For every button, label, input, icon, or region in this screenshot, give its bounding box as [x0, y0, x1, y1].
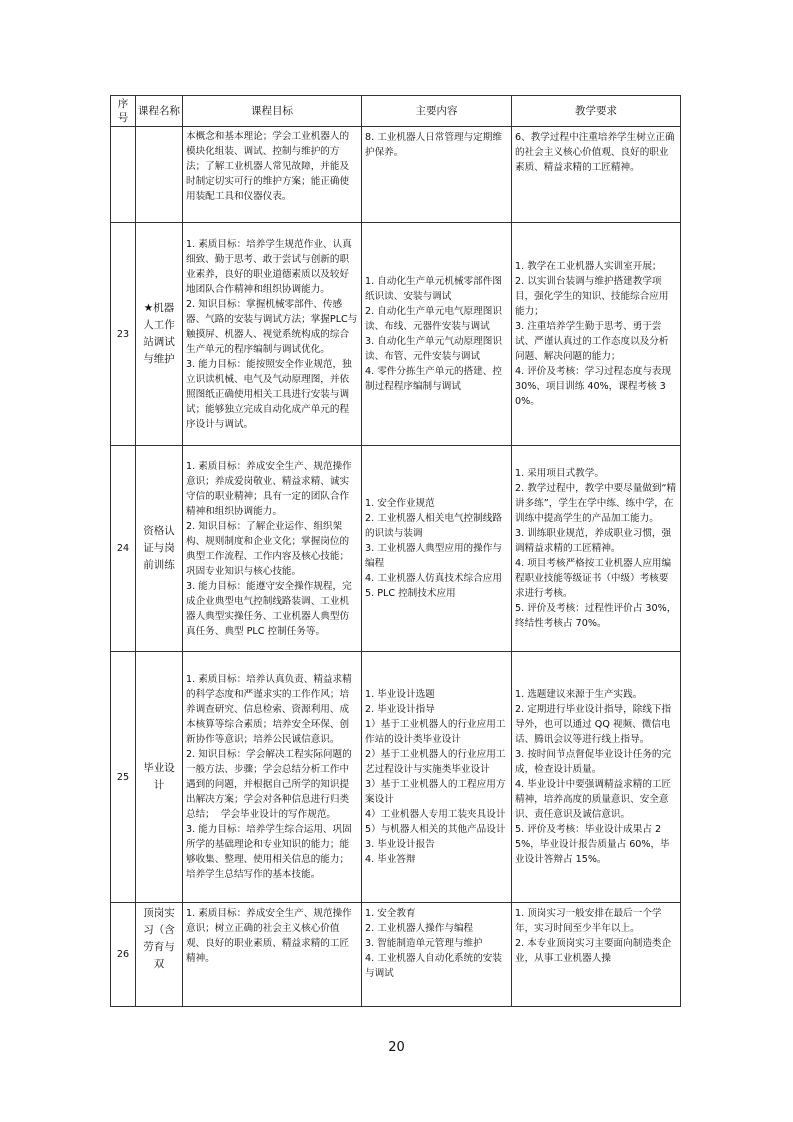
req-item: 2. 本专业顶岗实习主要面向制造类企业，从事工业机器人操	[515, 938, 672, 964]
row-seq: 26	[111, 903, 136, 1007]
goal-item: 1. 素质目标：培养学生规范作业、认真细致、勤于思考、敢于尝试与创新的职业素养，良好的职业道德素质以及较好地团队合作精神和组织协调能力。	[186, 238, 352, 295]
row-teaching-requirement	[512, 446, 681, 652]
goal-item: 1. 素质目标：养成安全生产、规范操作意识；树立正确的社会主义核心价值观、良好的职业素质、精益求精的工匠精神。	[186, 908, 352, 964]
goal-item: 1. 素质目标：培养认真负责、精益求精的科学态度和严谨求实的工作作风；培养调查研究、信息检索、资源利用、成本核算等综合素质；培养安全环保、创新协作等意识；培养公民诚信意识。	[186, 674, 352, 745]
goal-item: 3. 能力目标：能按照安全作业规范，独立识读机械、电气及气动原理图，并依照图纸正确使用相关工具进行安装与调试；能够独立完成自动化成产单元的程序设计与调试。	[186, 358, 352, 430]
row-course-name: 顶岗实习（含劳育与双	[136, 903, 183, 1007]
table-row	[111, 903, 681, 1007]
req-item: 1. 顶岗实习一般安排在最后一个学年，实习时间至少半年以上。	[515, 908, 662, 934]
header-seq: 序号	[111, 96, 136, 127]
row-seq: 24	[111, 446, 136, 652]
content-item: 2. 自动化生产单元电气原理图识读、布线、元器件安装与调试	[365, 306, 502, 332]
row-main-content	[362, 127, 512, 223]
row-main-content	[362, 903, 512, 1007]
table-row	[111, 223, 681, 446]
content-item: 3. 自动化生产单元气动原理图识读、布管、元件安装与调试	[365, 336, 502, 362]
content-item: 1. 毕业设计选题	[365, 689, 435, 700]
row-course-goal	[183, 903, 362, 1007]
content-item: 3. 智能制造单元管理与维护	[365, 938, 483, 949]
req-item: 5. 评价及考核：毕业设计成果占 25%，毕业设计报告质量占 60%，毕业设计答辩占 15%。	[515, 824, 670, 865]
req-item: 1. 采用项目式教学。	[515, 468, 604, 479]
req-item: 2. 定期进行毕业设计指导，除线下指导外，也可以通过 QQ 视频、微信电话、腾讯会议等进行线上指导。	[515, 704, 672, 745]
row-teaching-requirement	[512, 903, 681, 1007]
req-item: 6、教学过程中注重培养学生树立正确的社会主义核心价值观、良好的职业素质、精益求精的工匠精神。	[515, 132, 675, 173]
row-teaching-requirement	[512, 652, 681, 903]
row-course-goal	[183, 223, 362, 446]
row-teaching-requirement	[512, 127, 681, 223]
req-item: 2. 以实训台装调与维护搭建教学项目，强化学生的知识、技能综合应用能力；	[515, 276, 669, 317]
row-seq	[111, 127, 136, 223]
content-item: 5）与机器人相关的其他产品设计	[365, 824, 506, 835]
row-course-name: ★机器人工作站调试与维护	[136, 223, 183, 446]
row-teaching-requirement	[512, 223, 681, 446]
row-course-name	[136, 127, 183, 223]
req-item: 2. 教学过程中，教学中要尽量做到“精讲多练”，学生在学中练、练中学，在训练中提高学生的产品加工能力。	[515, 483, 677, 524]
row-course-goal	[183, 127, 362, 223]
goal-text: 本概念和基本理论；学会工业机器人的模块化组装、调试、控制与维护的方法；了解工业机器人常见故障，并能及时制定切实可行的维护方案；能正确使用装配工具和仪器仪表。	[186, 131, 350, 202]
content-item: 1. 安全作业规范	[365, 498, 435, 509]
row-main-content	[362, 223, 512, 446]
content-item: 2. 工业机器人操作与编程	[365, 923, 474, 934]
content-item: 4）工业机器人专用工装夹具设计	[365, 809, 506, 820]
req-item: 3. 按时间节点督促毕业设计任务的完成，检查设计质量。	[515, 749, 672, 775]
page-number: 20	[388, 1040, 405, 1055]
req-item: 4. 评价及考核：学习过程态度与表现 30%、项目训练 40%，课程考核 30%。	[515, 366, 675, 407]
curriculum-table	[110, 95, 681, 1007]
row-course-name: 资格认证与岗前训练	[136, 446, 183, 652]
content-item: 2. 工业机器人相关电气控制线路的识读与装调	[365, 513, 502, 539]
req-item: 1. 选题建议来源于生产实践。	[515, 689, 643, 700]
content-item: 3. 毕业设计报告	[365, 839, 435, 850]
content-item: 4. 工业机器人自动化系统的安装与调试	[365, 953, 502, 979]
row-main-content	[362, 652, 512, 903]
header-main-content: 主要内容	[362, 96, 512, 127]
goal-item: 2. 知识目标：掌握机械零部件、传感器、气路的安装与调试方法；掌握PLC与触摸屏、机器人、视觉系统构成的综合生产单元的程序编制与调试优化。	[186, 298, 358, 355]
goal-item: 2. 知识目标：学会解决工程实际问题的一般方法、步骤；学会总结分析工作中遇到的问题，并根据自己所学的知识提出解决方案；学会对各种信息进行归类总结； 学会毕业设计的写作规范。	[186, 749, 352, 820]
req-item: 3. 注重培养学生勤于思考、勇于尝试、严谨认真过的工作态度以及分析问题、解决问题的能力；	[515, 321, 669, 362]
content-item: 8. 工业机器人日常管理与定期维护保养。	[365, 132, 502, 158]
header-teaching-requirement: 教学要求	[512, 96, 681, 127]
content-item: 3）基于工业机器人的工程应用方案设计	[365, 779, 506, 805]
content-item: 4. 工业机器人仿真技术综合应用	[365, 573, 502, 584]
row-seq: 25	[111, 652, 136, 903]
content-item: 1. 安全教育	[365, 908, 416, 919]
content-item: 1）基于工业机器人的行业应用工作站的设计类毕业设计	[365, 719, 506, 745]
goal-item: 3. 能力目标：培养学生综合运用、巩固所学的基础理论和专业知识的能力；能够收集、整理、使用相关信息的能力； 培养学生总结写作的基本技能。	[186, 824, 356, 880]
table-row	[111, 127, 681, 223]
req-item: 5. 评价及考核：过程性评价占 30%，终结性考核占 70%。	[515, 603, 677, 629]
goal-item: 3. 能力目标：能遵守安全操作规程，完成企业典型电气控制线路装调、工业机器人典型实操任务、工业机器人典型仿真任务、典型 PLC 控制任务等。	[186, 580, 352, 637]
content-item: 4. 毕业答辩	[365, 854, 416, 865]
content-item: 4. 零件分拣生产单元的搭建、控制过程程序编制与调试	[365, 366, 502, 392]
goal-item: 1. 素质目标：养成安全生产、规范操作意识；养成爱岗敬业、精益求精、诚实守信的职业精神；具有一定的团队合作精神和组织协调能力。	[186, 460, 352, 517]
header-course-goal: 课程目标	[183, 96, 362, 127]
table-row	[111, 652, 681, 903]
req-item: 3. 训练职业规范，养成职业习惯，强调精益求精的工匠精神。	[515, 528, 672, 554]
req-item: 4. 毕业设计中要强调精益求精的工匠精神，培养高度的质量意识、安全意识、责任意识及诚信意识。	[515, 779, 672, 820]
table-row	[111, 446, 681, 652]
req-item: 4. 项目考核严格按工业机器人应用编程职业技能等级证书（中级）考核要求进行考核。	[515, 558, 672, 599]
row-main-content	[362, 446, 512, 652]
header-course-name: 课程名称	[136, 96, 183, 127]
content-item: 1. 自动化生产单元机械零部件图纸识读、安装与调试	[365, 276, 502, 302]
content-item: 2）基于工业机器人的行业应用工艺过程设计与实施类毕业设计	[365, 749, 506, 775]
row-course-goal	[183, 446, 362, 652]
row-course-name: 毕业设计	[136, 652, 183, 903]
goal-item: 2. 知识目标：了解企业运作、组织架构、规则制度和企业文化；掌握岗位的典型工作流程、工作内容及核心技能；巩固专业知识与核心技能。	[186, 520, 350, 577]
content-item: 3. 工业机器人典型应用的操作与编程	[365, 543, 502, 569]
table-header-row	[111, 96, 681, 127]
row-seq: 23	[111, 223, 136, 446]
row-course-goal	[183, 652, 362, 903]
content-item: 2. 毕业设计指导	[365, 704, 435, 715]
req-item: 1. 教学在工业机器人实训室开展；	[515, 261, 662, 272]
content-item: 5. PLC 控制技术应用	[365, 588, 456, 599]
